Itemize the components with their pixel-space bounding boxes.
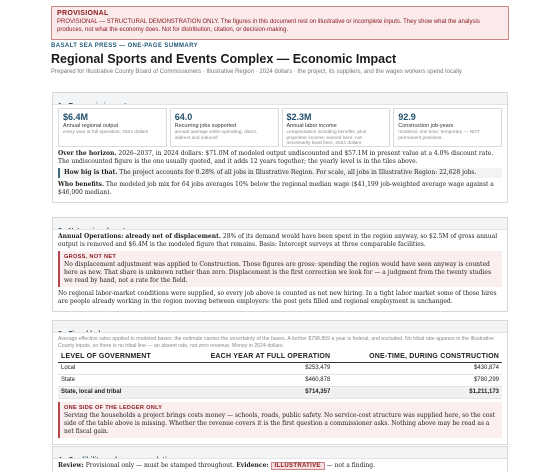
warning-text: No displacement adjustment was applied to Construction. Those figures are gross: spending the region would have seen anyway is counted here as new. That share is unknown rather than zero. Displacement is the first correction we look for — a judgment from the twenty studies we read by hand, not a rate for the field. xyxy=(64,261,492,284)
metric-note: every year at full operation; 2024 dollars xyxy=(63,130,149,135)
metric-tile-construction xyxy=(393,108,502,147)
operations-text: 28% of its demand would have been spent in the region anyway, so $2.5M of gross annual output is removed and $6.4M is the modeled figure that remains. Basis: Intercept surveys at three comparable facilities. xyxy=(58,233,498,248)
labor-market-paragraph: No regional labor-market conditions were supplied, so every job above is counted as net new hiring. In a tight labor market some of those hires are people already working in the region moving between employers: the post gets filled and regional employment is unchanged. xyxy=(58,290,497,305)
table-header-row xyxy=(58,351,502,362)
gross-warning xyxy=(58,251,502,287)
scale-lead: How big is that. xyxy=(64,169,118,176)
total-annual-value: $714,357 xyxy=(177,386,333,398)
metric-label: Construction job-years xyxy=(398,123,454,129)
government-level: State xyxy=(58,374,177,386)
section-header xyxy=(53,447,507,459)
total-label: State, local and tribal xyxy=(58,386,177,398)
metric-label: Annual regional output xyxy=(63,123,119,129)
section-header xyxy=(53,321,507,333)
beneficiaries-text: The modeled job mix for 64 jobs averages 10% below the regional median wage ($41,199 job-weighted average wage against a $46,000 median). xyxy=(58,181,494,196)
section-header xyxy=(53,218,507,230)
metric-note: modeled, one-time; temporary — NOT permanent positions xyxy=(398,130,480,141)
banner-title: PROVISIONAL xyxy=(57,10,109,17)
total-row xyxy=(58,386,502,398)
horizon-text: 2026–2037, in 2024 dollars: $71.0M of modeled output undiscounted and $57.1M in present value at a 4.0% discount rate. The undiscounted figure is the one usually quoted, and it adds 12 years together; the yearly level is in the tiles above. xyxy=(58,150,494,165)
page-title: Regional Sports and Events Complex — Economic Impact xyxy=(51,52,397,66)
fiscal-table xyxy=(58,351,502,399)
metric-note: compensation including benefits, plus proprietor income; earned here, not necessarily lived here; 2024 dollars xyxy=(286,130,367,147)
section-fiscal-ledger xyxy=(52,320,508,445)
metric-value: 92.9 xyxy=(398,112,416,122)
metric-label: Recurring jobs supported xyxy=(174,123,237,129)
warning-title: GROSS, NOT NET xyxy=(64,254,117,260)
evidence-tail: — not a finding. xyxy=(326,462,376,469)
metric-value: $2.3M xyxy=(286,112,312,122)
operations-lead: Annual Operations: already net of displacement. xyxy=(58,233,221,240)
provisional-banner xyxy=(51,6,509,40)
metric-value: 64.0 xyxy=(174,112,193,122)
review-text: Provisional only — must be stamped throughout. xyxy=(85,462,235,469)
metric-tile-labor-income xyxy=(282,108,391,147)
fiscal-note: Average effective rates applied to modeled bases; the estimate carries the uncertainty of the bases. A further $798,859 a year is federal, and excluded. No tribal rate appears in the Illustrative County inputs, so there is no tribal line — an absent rate, not zero revenue. Money in 2024 dollars. xyxy=(58,336,494,349)
table-row xyxy=(58,362,502,374)
scale-text: The project accounts for 0.28% of all jobs in Illustrative Region. For scale, all jobs in Illustrative Region: 22,628 jobs. xyxy=(119,169,477,176)
warning-text: Serving the households a project brings costs money — schools, roads, public safety. No service-cost structure was supplied here, so the cost side of the table above is missing. Whether the revenue covers it is the first question a commissioner asks. Nothing above may be read as a net fiscal gain. xyxy=(64,411,495,435)
annual-value: $460,878 xyxy=(177,374,333,386)
horizon-paragraph xyxy=(58,150,502,166)
construction-value: $430,874 xyxy=(333,362,502,374)
construction-value: $780,299 xyxy=(333,374,502,386)
section-net-capture xyxy=(52,217,508,312)
evidence-lead: Evidence: xyxy=(236,462,269,469)
illustrative-stamp: ILLUSTRATIVE xyxy=(271,462,325,470)
banner-text: PROVISIONAL — STRUCTURAL DEMONSTRATION ONLY. The figures in this document rest on illustrative or incomplete inputs. They show what the analysis produces, not what the economy does. Not for distribution, citation, or decision-making. xyxy=(57,19,480,33)
horizon-lead: Over the horizon. xyxy=(58,150,117,157)
review-line xyxy=(58,462,502,470)
column-header: LEVEL OF GOVERNMENT xyxy=(58,351,177,362)
beneficiaries-lead: Who benefits. xyxy=(58,181,104,188)
government-level: Local xyxy=(58,362,177,374)
total-construction-value: $1,211,173 xyxy=(333,386,502,398)
column-header: ONE-TIME, DURING CONSTRUCTION xyxy=(333,351,502,362)
page-subtitle: Prepared for Illustrative County Board of Commissioners · Illustrative Region · 2024 dollars · the project, its suppliers, and the wages workers spend locally xyxy=(51,69,462,75)
scale-callout xyxy=(58,168,502,178)
beneficiaries-paragraph xyxy=(58,181,502,197)
warning-title: ONE SIDE OF THE LEDGER ONLY xyxy=(64,404,163,411)
metric-value: $6.4M xyxy=(63,112,89,122)
metric-tile-jobs xyxy=(170,108,279,147)
section-credibility xyxy=(52,446,508,472)
section-header xyxy=(53,93,507,105)
ledger-warning xyxy=(58,402,502,438)
operations-paragraph xyxy=(58,233,502,249)
review-lead: Review: xyxy=(58,462,84,469)
table-row xyxy=(58,374,502,386)
metric-label: Annual labor income xyxy=(286,123,337,129)
metric-tile-output xyxy=(58,108,167,147)
section-economic-impact xyxy=(52,92,508,203)
annual-value: $253,479 xyxy=(177,362,333,374)
metric-tiles xyxy=(58,108,502,147)
metric-note: annual average while operating; direct, indirect and induced xyxy=(174,130,258,141)
publisher-kicker: BASALT SEA PRESS — ONE-PAGE SUMMARY xyxy=(51,43,199,49)
column-header: EACH YEAR AT FULL OPERATION xyxy=(177,351,333,362)
